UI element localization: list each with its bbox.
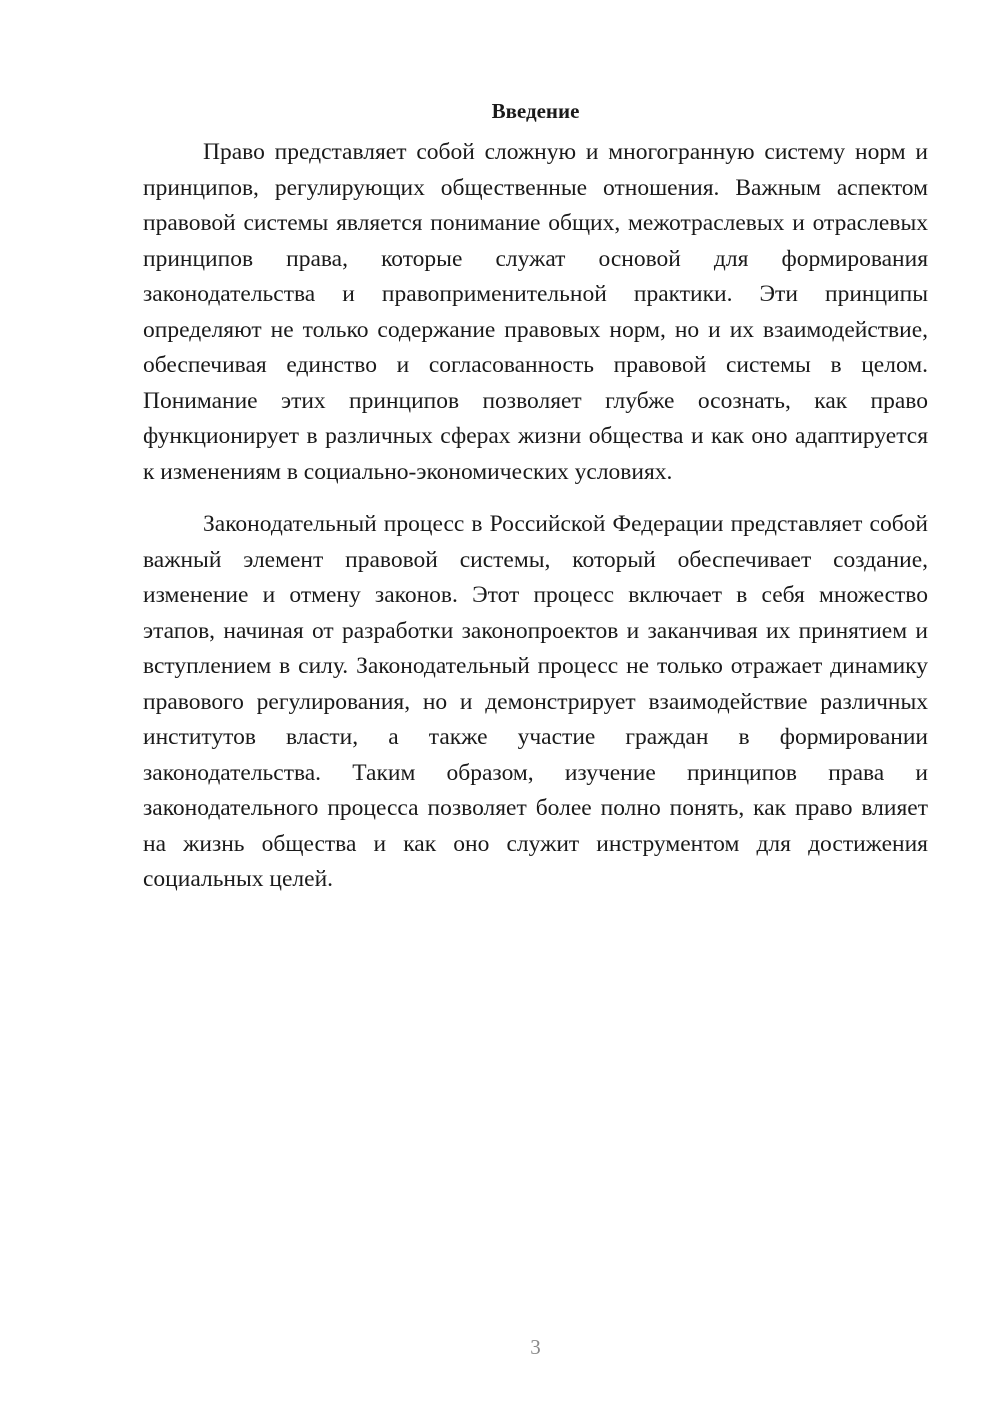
page-number: 3 — [530, 1335, 541, 1359]
paragraph-legislative-process: Законодательный процесс в Российской Федерации представляет собой важный элемент правовой системы, который обеспечивает создание, изменение и отмену законов. Этот процесс включает в себя множество этапов, начиная от разработки законопроектов и заканчивая их принятием и вступлением в силу. Законодательный процесс не только отражает динамику правового регулирования, но и демонстрирует взаимодействие различных институтов власти, а также участие граждан в формировании законодательства. Таким образом, изучение принципов права и законодательного процесса позволяет более полно понять, как право влияет на жизнь общества и как оно служит инструментом для достижения социальных целей. — [143, 511, 928, 892]
paragraph-intro-principles: Право представляет собой сложную и многогранную систему норм и принципов, регулирующих общественные отношения. Важным аспектом правовой системы является понимание общих, межотраслевых и отраслевых принципов права, которые служат основой для формирования законодательства и правоприменительной практики. Эти принципы определяют не только содержание правовых норм, но и их взаимодействие, обеспечивая единство и согласованность правовой системы в целом. Понимание этих принципов позволяет глубже осознать, как право функционирует в различных сферах жизни общества и как оно адаптируется к изменениям в социально-экономических условиях. — [143, 139, 928, 485]
page-content — [143, 94, 928, 898]
section-heading: Введение — [491, 99, 580, 123]
